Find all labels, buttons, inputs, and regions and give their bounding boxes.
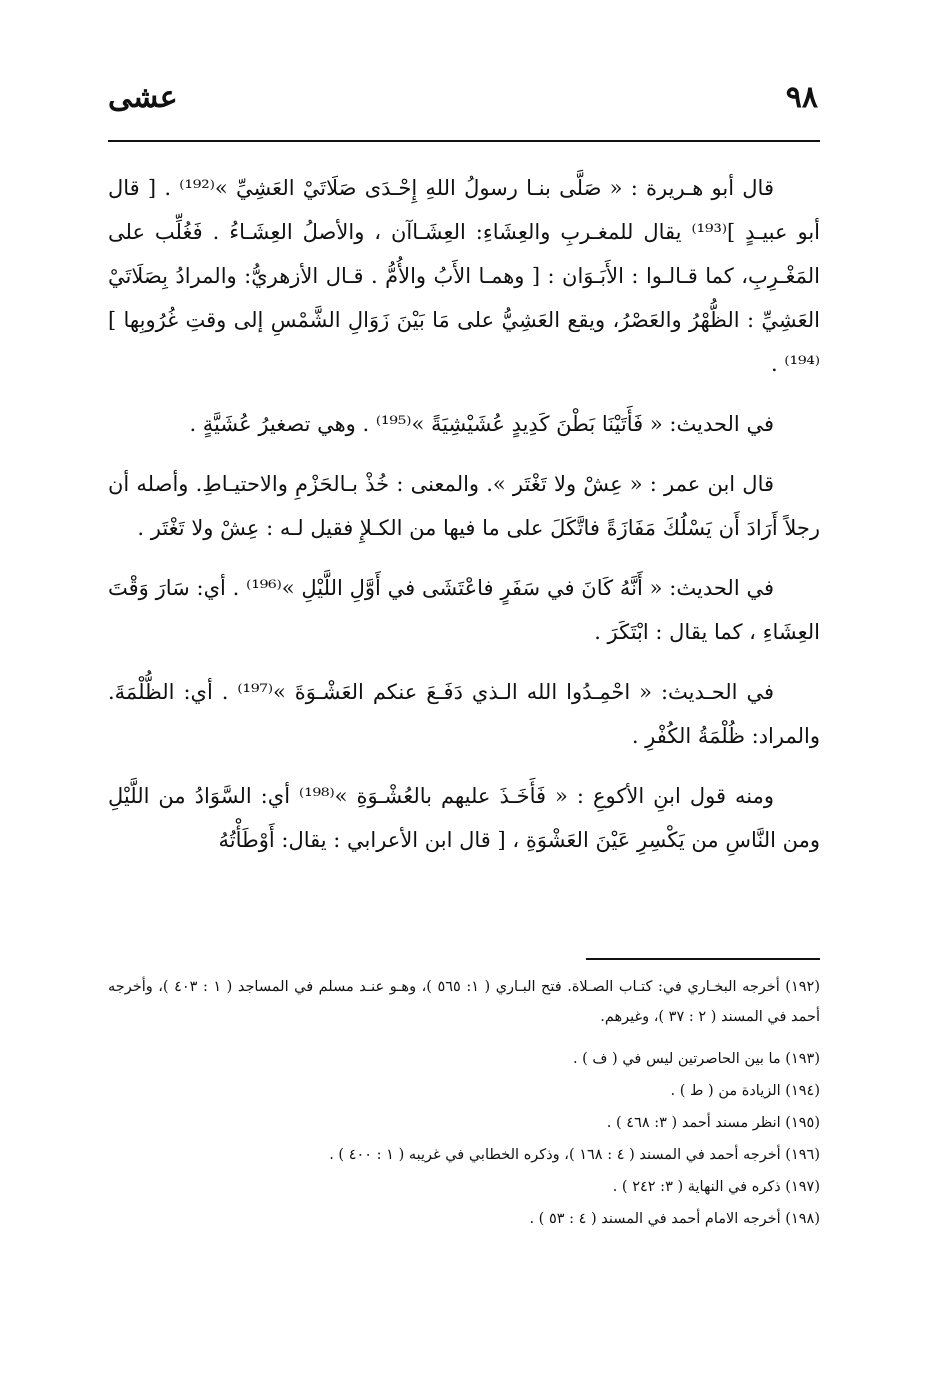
footnote: (١٩٥) انظر مسند أحمد ( ٣: ٤٦٨ ) . — [606, 1115, 820, 1131]
running-head: عشى — [108, 80, 178, 115]
paragraph: في الحديث: « أَنَّهُ كَانَ في سَفَرٍ فاعْتَشَى في أَوَّلِ اللَّيْلِ »⁽¹⁹⁶⁾ . أي: سَارَ وَقْتَ العِشَاءِ ، كما يقال : ابْتَكَرَ . — [108, 576, 820, 644]
paragraph: قال ابن عمر : « عِشْ ولا تَغْتَر ». والمعنى : خُذْ بـالحَزْمِ والاحتيـاطِ. وأصله أن رجلاً أَرَادَ أَن يَسْلُكَ مَفَازَةً فاتَّكَلَ على ما فيها من الكـلإِ فقيل لـه : عِشْ ولا تَغْتَر . — [108, 472, 820, 540]
footnote: (١٩٢) أخرجه البخـاري في: كتـاب الصـلاة. فتح البـاري ( ١: ٥٦٥ )، وهـو عنـد مسلم في المساجد ( ١ : ٤٠٣ )، وأخرجه أحمد في المسند ( ٢ : ٣٧ )، وغيرهم. — [108, 979, 821, 1025]
footnotes — [108, 972, 820, 1236]
page-header — [108, 80, 818, 136]
footnote: (١٩٣) ما بين الحاصرتين ليس في ( ف ) . — [572, 1051, 820, 1067]
footnote: (١٩٨) أخرجه الامام أحمد في المسند ( ٤ : ٥٣ ) . — [529, 1211, 820, 1227]
page-number: ٩٨ — [785, 80, 818, 115]
paragraph: ومنه قول ابنِ الأكوعِ : « فَأَخَـذَ عليهم بالعُشْـوَةِ »⁽¹⁹⁸⁾ أي: السَّوَادُ من اللَّيْلِ ومن النَّاسِ من يَكْسِرِ عَيْنَ العَشْوَةِ ، [ قال ابن الأعرابي : يقال: أَوْطَأْتُهُ — [108, 784, 820, 852]
footnote: (١٩٦) أخرجه أحمد في المسند ( ٤ : ١٦٨ )، وذكره الخطابي في غريبه ( ١ : ٤٠٠ ) . — [329, 1147, 820, 1163]
paragraph: في الحديث: « فَأَتَيْنَا بَطْنَ كَدِيدٍ عُشَيْشِيَةً »⁽¹⁹⁵⁾ . وهي تصغيرُ عُشَيَّةٍ . — [189, 412, 774, 436]
main-text — [108, 166, 820, 878]
footnote: (١٩٤) الزيادة من ( ط ) . — [670, 1083, 820, 1099]
paragraph: قال أبو هـريرة : « صَلَّى بنـا رسولُ اللهِ إِحْـدَى صَلَاتَيْ العَشِيِّ »⁽¹⁹²⁾ . [ قال أبو عبيـدٍ ]⁽¹⁹³⁾ يقال للمغـربِ والعِشَاءِ: العِشَـاآن ، والأصلُ العِشَـاءُ . فَغُلِّب على المَغْـرِبِ، كما قـالـوا : الأَبَـوَان : [ وهمـا الأَبُ والأُمُّ . قـال الأزهريُّ: والمرادُ بِصَلَاتَيْ العَشِيِّ : الظُّهْرُ والعَصْرُ، ويقع العَشِيُّ على مَا بَيْنَ زَوَالِ الشَّمْسِ إلى وقتِ غُرُوبِها ]⁽¹⁹⁴⁾ . — [108, 176, 820, 376]
header-rule — [108, 140, 820, 142]
paragraph: في الحـديث: « احْمِـدُوا الله الـذي دَفَـعَ عنكم العَشْـوَةَ »⁽¹⁹⁷⁾ . أي: الظُّلْمَةَ. والمراد: ظُلْمَةُ الكُفْرِ . — [108, 680, 820, 748]
footnote: (١٩٧) ذكره في النهاية ( ٣: ٢٤٢ ) . — [612, 1179, 820, 1195]
footnote-rule — [586, 958, 820, 960]
